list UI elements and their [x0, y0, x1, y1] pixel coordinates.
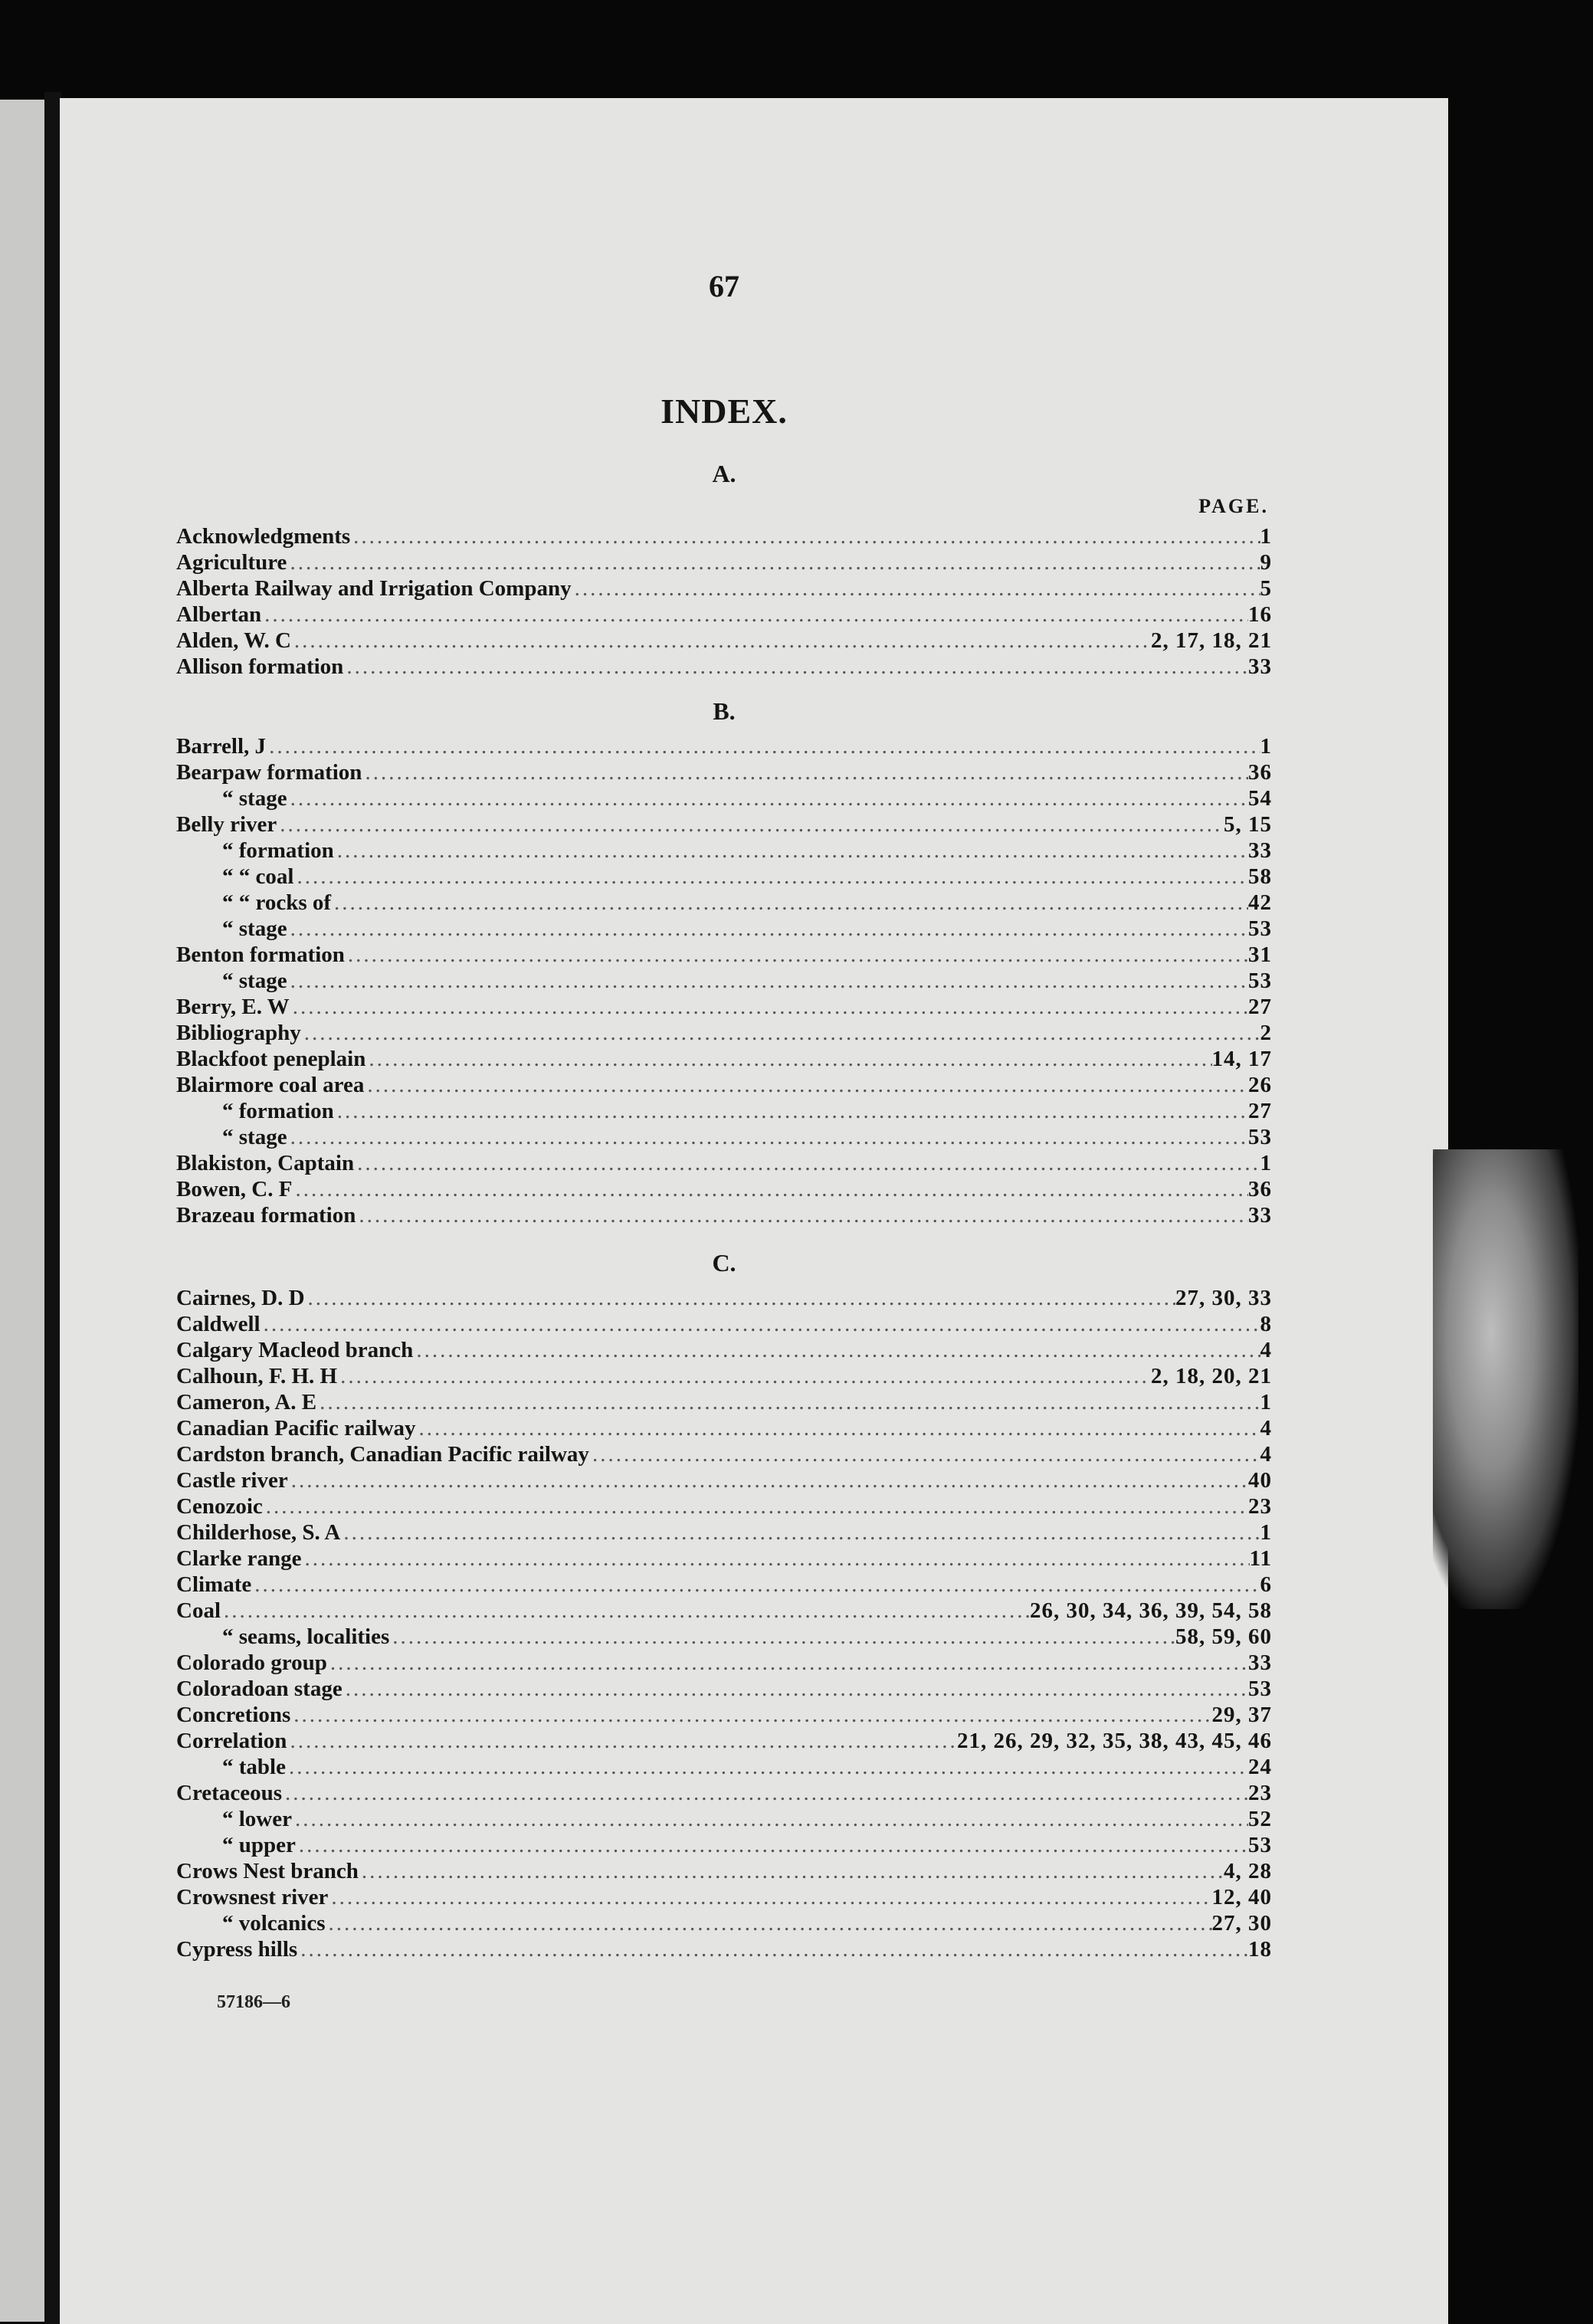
- entry-term: “ formation: [222, 1099, 334, 1123]
- entry-pages: 26: [1248, 1073, 1272, 1097]
- entry-pages: 4: [1260, 1416, 1272, 1441]
- leader-dots: [305, 1286, 1175, 1310]
- entry-term: Cameron, A. E: [176, 1390, 317, 1414]
- entry-term: Castle river: [176, 1468, 288, 1493]
- index-entry: [176, 1149, 1272, 1175]
- leader-dots: [293, 864, 1248, 889]
- leader-dots: [362, 760, 1248, 785]
- entry-term: Clarke range: [176, 1546, 302, 1571]
- entry-pages: 29, 37: [1211, 1703, 1272, 1727]
- entry-term: Brazeau formation: [176, 1203, 356, 1228]
- entry-pages: 24: [1248, 1755, 1272, 1779]
- entry-pages: 27, 30: [1211, 1911, 1272, 1936]
- entry-term: Coal: [176, 1598, 221, 1623]
- index-entry: [176, 1071, 1272, 1097]
- index-entry: [176, 889, 1272, 915]
- entry-pages: 33: [1248, 654, 1272, 679]
- index-entry: [176, 1097, 1272, 1123]
- section-letter: B.: [713, 697, 736, 725]
- index-entry: [176, 1883, 1272, 1909]
- leader-dots: [334, 1099, 1248, 1123]
- leader-dots: [277, 812, 1224, 837]
- index-entry: [176, 627, 1272, 653]
- leader-dots: [290, 995, 1248, 1019]
- entry-term: Cenozoic: [176, 1494, 263, 1519]
- index-entry: [176, 1727, 1272, 1753]
- entry-pages: 36: [1248, 760, 1272, 785]
- entry-pages: 36: [1248, 1177, 1272, 1201]
- index-entry: [176, 1414, 1272, 1441]
- leader-dots: [221, 1598, 1030, 1623]
- index-entry: [176, 1701, 1272, 1727]
- index-entry: [176, 941, 1272, 967]
- index-entry: [176, 759, 1272, 785]
- leader-dots: [290, 1703, 1211, 1727]
- entry-term: Acknowledgments: [176, 524, 351, 549]
- entry-pages: 12, 40: [1211, 1885, 1272, 1909]
- entry-pages: 6: [1260, 1572, 1272, 1597]
- entry-pages: 4: [1260, 1338, 1272, 1362]
- entry-pages: 40: [1248, 1468, 1272, 1493]
- leader-dots: [291, 628, 1151, 653]
- entry-pages: 53: [1248, 969, 1272, 993]
- entry-term: Blairmore coal area: [176, 1073, 365, 1097]
- entry-pages: 1: [1260, 734, 1272, 759]
- entry-term: “ upper: [222, 1833, 296, 1857]
- entry-term: Cairnes, D. D: [176, 1286, 305, 1310]
- index-entry: [176, 1545, 1272, 1571]
- index-title: INDEX.: [660, 392, 788, 431]
- entry-pages: 11: [1249, 1546, 1272, 1571]
- entry-term: Canadian Pacific railway: [176, 1416, 416, 1441]
- entry-term: Alberta Railway and Irrigation Company: [176, 576, 572, 601]
- index-entry: [176, 1805, 1272, 1831]
- leader-dots: [343, 654, 1248, 679]
- index-entry: [176, 1362, 1272, 1388]
- entry-term: “ stage: [222, 969, 287, 993]
- entry-term: Agriculture: [176, 550, 287, 575]
- index-entry: [176, 1175, 1272, 1201]
- entry-pages: 21, 26, 29, 32, 35, 38, 43, 45, 46: [957, 1729, 1272, 1753]
- index-entry: [176, 1123, 1272, 1149]
- entry-term: Berry, E. W: [176, 995, 290, 1019]
- entry-pages: 33: [1248, 1650, 1272, 1675]
- entry-pages: 31: [1248, 942, 1272, 967]
- leader-dots: [359, 1859, 1224, 1883]
- index-section-a: [176, 460, 1272, 679]
- index-entry: [176, 549, 1272, 575]
- entry-term: “ stage: [222, 786, 287, 811]
- entry-pages: 27: [1248, 1099, 1272, 1123]
- leader-dots: [286, 1755, 1248, 1779]
- entry-pages: 1: [1260, 1520, 1272, 1545]
- entry-pages: 2, 18, 20, 21: [1151, 1364, 1272, 1388]
- entry-term: Calhoun, F. H. H: [176, 1364, 338, 1388]
- entry-term: Climate: [176, 1572, 252, 1597]
- entry-term: Blackfoot peneplain: [176, 1047, 366, 1071]
- leader-dots: [356, 1203, 1248, 1228]
- entry-pages: 33: [1248, 1203, 1272, 1228]
- page-edge-damage: [1433, 1149, 1578, 1609]
- entry-term: Crowsnest river: [176, 1885, 329, 1909]
- entry-pages: 5: [1260, 576, 1272, 601]
- leader-dots: [326, 1911, 1212, 1936]
- entry-pages: 42: [1248, 890, 1272, 915]
- entry-term: Correlation: [176, 1729, 287, 1753]
- entry-term: “ stage: [222, 916, 287, 941]
- leader-dots: [345, 942, 1248, 967]
- entry-term: Cypress hills: [176, 1937, 298, 1962]
- entry-pages: 26, 30, 34, 36, 39, 54, 58: [1030, 1598, 1272, 1623]
- index-entry: [176, 1467, 1272, 1493]
- entry-term: Bibliography: [176, 1021, 301, 1045]
- entry-term: Calgary Macleod branch: [176, 1338, 414, 1362]
- entry-term: Belly river: [176, 812, 277, 837]
- entry-term: “ volcanics: [222, 1911, 326, 1936]
- index-entry: [176, 523, 1272, 549]
- index-entry: [176, 967, 1272, 993]
- entry-pages: 58, 59, 60: [1175, 1624, 1272, 1649]
- index-entry: [176, 1753, 1272, 1779]
- entry-term: Colorado group: [176, 1650, 327, 1675]
- entry-pages: 23: [1248, 1781, 1272, 1805]
- index-entry: [176, 601, 1272, 627]
- entry-term: Allison formation: [176, 654, 344, 679]
- entry-pages: 8: [1260, 1312, 1272, 1336]
- entry-pages: 53: [1248, 916, 1272, 941]
- index-entry: [176, 1284, 1272, 1310]
- leader-dots: [302, 1546, 1250, 1571]
- index-entry: [176, 993, 1272, 1019]
- entry-term: Cretaceous: [176, 1781, 282, 1805]
- leader-dots: [282, 1781, 1248, 1805]
- leader-dots: [350, 524, 1260, 549]
- entry-pages: 2: [1260, 1021, 1272, 1045]
- entry-pages: 18: [1248, 1937, 1272, 1962]
- leader-dots: [287, 550, 1260, 575]
- leader-dots: [354, 1151, 1260, 1175]
- index-entry: [176, 1909, 1272, 1936]
- index-entry: [176, 863, 1272, 889]
- index-entry: [176, 1675, 1272, 1701]
- entry-list: [176, 733, 1272, 1228]
- entry-term: “ “ coal: [222, 864, 294, 889]
- leader-dots: [364, 1073, 1248, 1097]
- entry-pages: 27: [1248, 995, 1272, 1019]
- index-entry: [176, 1597, 1272, 1623]
- entry-pages: 53: [1248, 1125, 1272, 1149]
- index-entry: [176, 1019, 1272, 1045]
- entry-pages: 4, 28: [1224, 1859, 1272, 1883]
- index-section-c: [176, 1249, 1272, 1962]
- leader-dots: [251, 1572, 1260, 1597]
- entry-pages: 14, 17: [1211, 1047, 1272, 1071]
- leader-dots: [301, 1021, 1260, 1045]
- index-entry: [176, 1493, 1272, 1519]
- entry-term: Childerhose, S. A: [176, 1520, 341, 1545]
- leader-dots: [266, 734, 1260, 759]
- index-entry: [176, 837, 1272, 863]
- entry-term: “ “ rocks of: [222, 890, 332, 915]
- entry-term: “ lower: [222, 1807, 292, 1831]
- adjacent-page-edge: [0, 100, 44, 2322]
- section-letter: A.: [712, 460, 736, 487]
- leader-dots: [261, 1312, 1260, 1336]
- entry-term: Barrell, J: [176, 734, 267, 759]
- page-column-heading: PAGE.: [1198, 495, 1269, 517]
- leader-dots: [316, 1390, 1260, 1414]
- entry-pages: 33: [1248, 838, 1272, 863]
- leader-dots: [416, 1416, 1260, 1441]
- index-entry: [176, 1201, 1272, 1228]
- leader-dots: [343, 1677, 1248, 1701]
- entry-pages: 4: [1260, 1442, 1272, 1467]
- leader-dots: [292, 1807, 1248, 1831]
- leader-dots: [331, 890, 1248, 915]
- entry-term: Coloradoan stage: [176, 1677, 343, 1701]
- entry-list: [176, 523, 1272, 679]
- entry-term: “ stage: [222, 1125, 287, 1149]
- entry-term: Alden, W. C: [176, 628, 291, 653]
- index-entry: [176, 1831, 1272, 1857]
- entry-pages: 16: [1248, 602, 1272, 627]
- index-section-b: [176, 697, 1272, 1228]
- leader-dots: [297, 1937, 1248, 1962]
- footer-code: 57186—6: [217, 1992, 290, 2012]
- entry-pages: 1: [1260, 1390, 1272, 1414]
- entry-pages: 52: [1248, 1807, 1272, 1831]
- entry-pages: 23: [1248, 1494, 1272, 1519]
- leader-dots: [328, 1885, 1211, 1909]
- index-entry: [176, 1936, 1272, 1962]
- entry-pages: 1: [1260, 1151, 1272, 1175]
- entry-pages: 2, 17, 18, 21: [1151, 628, 1272, 653]
- entry-term: Concretions: [176, 1703, 291, 1727]
- entry-pages: 53: [1248, 1833, 1272, 1857]
- leader-dots: [327, 1650, 1248, 1675]
- entry-list: [176, 1284, 1272, 1962]
- leader-dots: [287, 916, 1248, 941]
- entry-term: Cardston branch, Canadian Pacific railway: [176, 1442, 589, 1467]
- leader-dots: [287, 1125, 1248, 1149]
- index-entry: [176, 1779, 1272, 1805]
- leader-dots: [287, 1729, 957, 1753]
- entry-term: Bearpaw formation: [176, 760, 362, 785]
- index-entry: [176, 1310, 1272, 1336]
- section-letter: C.: [712, 1249, 736, 1277]
- leader-dots: [340, 1520, 1260, 1545]
- leader-dots: [589, 1442, 1260, 1467]
- entry-term: Blakiston, Captain: [176, 1151, 355, 1175]
- entry-term: “ table: [222, 1755, 286, 1779]
- entry-term: Caldwell: [176, 1312, 261, 1336]
- entry-term: Benton formation: [176, 942, 345, 967]
- index-entry: [176, 575, 1272, 601]
- entry-pages: 53: [1248, 1677, 1272, 1701]
- leader-dots: [287, 969, 1248, 993]
- leader-dots: [261, 602, 1248, 627]
- page-number: 67: [709, 269, 739, 303]
- leader-dots: [334, 838, 1248, 863]
- leader-dots: [389, 1624, 1175, 1649]
- leader-dots: [287, 786, 1248, 811]
- entry-pages: 9: [1260, 550, 1272, 575]
- index-entry: [176, 1571, 1272, 1597]
- index-entry: [176, 733, 1272, 759]
- index-entry: [176, 811, 1272, 837]
- entry-pages: 1: [1260, 524, 1272, 549]
- leader-dots: [572, 576, 1260, 601]
- entry-term: Crows Nest branch: [176, 1859, 359, 1883]
- entry-pages: 58: [1248, 864, 1272, 889]
- index-entry: [176, 1388, 1272, 1414]
- index-entry: [176, 785, 1272, 811]
- binding-shadow: [44, 92, 61, 2324]
- index-entry: [176, 915, 1272, 941]
- leader-dots: [365, 1047, 1211, 1071]
- index-entry: [176, 653, 1272, 679]
- entry-term: “ formation: [222, 838, 334, 863]
- index-entry: [176, 1336, 1272, 1362]
- index-entry: [176, 1045, 1272, 1071]
- entry-term: Bowen, C. F: [176, 1177, 293, 1201]
- entry-term: Albertan: [176, 602, 262, 627]
- leader-dots: [292, 1177, 1248, 1201]
- leader-dots: [337, 1364, 1151, 1388]
- entry-pages: 27, 30, 33: [1175, 1286, 1272, 1310]
- leader-dots: [263, 1494, 1248, 1519]
- index-entry: [176, 1623, 1272, 1649]
- index-entry: [176, 1441, 1272, 1467]
- entry-pages: 54: [1248, 786, 1272, 811]
- entry-term: “ seams, localities: [222, 1624, 390, 1649]
- index-entry: [176, 1649, 1272, 1675]
- index-entry: [176, 1857, 1272, 1883]
- leader-dots: [413, 1338, 1260, 1362]
- index-entry: [176, 1519, 1272, 1545]
- entry-pages: 5, 15: [1224, 812, 1272, 837]
- leader-dots: [288, 1468, 1248, 1493]
- leader-dots: [296, 1833, 1248, 1857]
